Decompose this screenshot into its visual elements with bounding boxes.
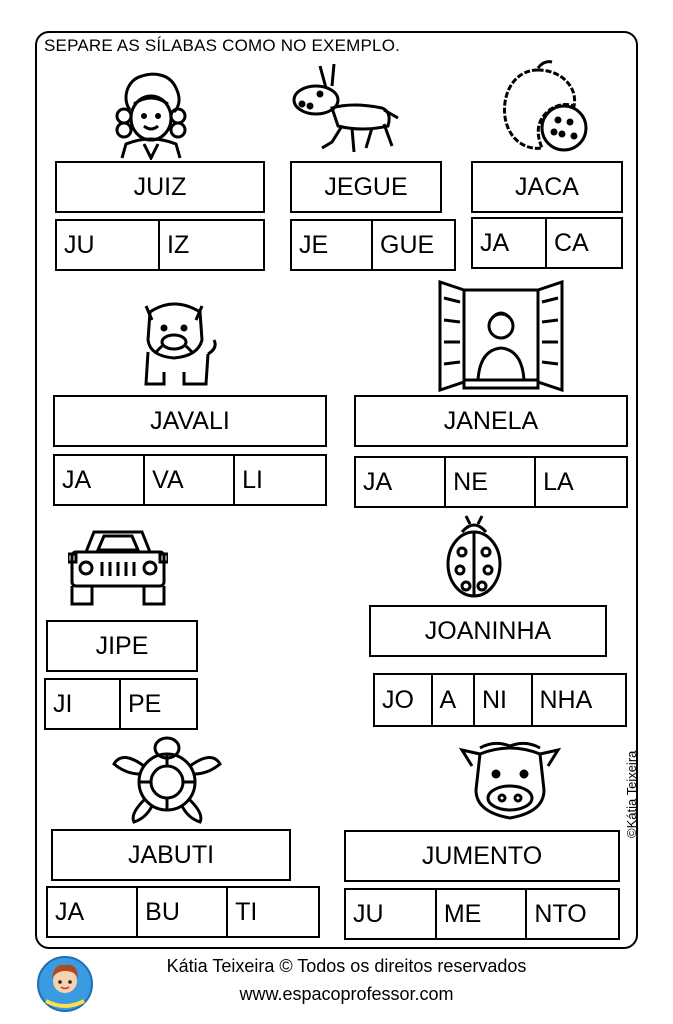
word-box-janela: JANELA bbox=[354, 395, 628, 447]
syllable-row-jipe bbox=[44, 678, 198, 730]
syllable-cell[interactable]: VA bbox=[145, 456, 235, 504]
footer-copyright: Kátia Teixeira © Todos os direitos reservados bbox=[166, 956, 527, 976]
word-box-juiz: JUIZ bbox=[55, 161, 265, 213]
tortoise-icon bbox=[110, 734, 224, 824]
syllable-cell[interactable]: NTO bbox=[534, 899, 587, 928]
syllable-row-javali bbox=[53, 454, 327, 506]
cow-icon bbox=[458, 740, 562, 826]
syllable-cell[interactable]: LI bbox=[242, 465, 263, 494]
syllable-cell[interactable]: NHA bbox=[539, 685, 593, 714]
syllable-row-jegue bbox=[290, 219, 456, 271]
syllable-cell[interactable]: ME bbox=[437, 890, 528, 938]
syllable-cell[interactable]: JO bbox=[375, 675, 433, 725]
syllable-row-joaninha bbox=[373, 673, 627, 727]
word-box-joaninha: JOANINHA bbox=[369, 605, 607, 657]
syllable-cell[interactable]: JA bbox=[356, 458, 446, 506]
syllable-cell[interactable]: JA bbox=[55, 456, 145, 504]
syllable-cell[interactable]: A bbox=[433, 675, 476, 725]
word-box-javali: JAVALI bbox=[53, 395, 327, 447]
syllable-cell[interactable]: IZ bbox=[167, 230, 190, 259]
syllable-row-jaca bbox=[471, 217, 623, 269]
word-box-jaca: JACA bbox=[471, 161, 623, 213]
ladybug-icon bbox=[444, 512, 504, 598]
syllable-row-jabuti bbox=[46, 886, 320, 938]
syllable-cell[interactable]: JA bbox=[48, 888, 138, 936]
word-box-jegue: JEGUE bbox=[290, 161, 442, 213]
donkey-icon bbox=[292, 62, 400, 156]
footer-website-link[interactable]: www.espacoprofessor.com bbox=[239, 984, 454, 1004]
syllable-cell[interactable]: NI bbox=[475, 675, 533, 725]
boar-icon bbox=[140, 296, 220, 388]
syllable-cell[interactable]: BU bbox=[138, 888, 228, 936]
syllable-cell[interactable]: JI bbox=[46, 680, 121, 728]
syllable-cell[interactable]: TI bbox=[235, 897, 258, 926]
syllable-cell[interactable]: NE bbox=[446, 458, 536, 506]
side-credit: ©Kátia Teixeira bbox=[624, 750, 639, 838]
instruction-text: SEPARE AS SÍLABAS COMO NO EXEMPLO. bbox=[44, 36, 401, 55]
jeep-icon bbox=[68, 528, 168, 608]
window-icon bbox=[436, 280, 566, 392]
syllable-cell[interactable]: JE bbox=[292, 221, 373, 269]
jackfruit-icon bbox=[498, 58, 592, 156]
syllable-row-juiz bbox=[55, 219, 265, 271]
word-box-jumento: JUMENTO bbox=[344, 830, 620, 882]
syllable-cell[interactable]: JU bbox=[346, 890, 437, 938]
syllable-row-janela bbox=[354, 456, 628, 508]
syllable-cell[interactable]: GUE bbox=[380, 230, 435, 259]
word-box-jipe: JIPE bbox=[46, 620, 198, 672]
syllable-cell[interactable]: JU bbox=[57, 221, 160, 269]
syllable-cell[interactable]: CA bbox=[554, 228, 589, 257]
judge-icon bbox=[112, 70, 190, 160]
syllable-row-jumento bbox=[344, 888, 620, 940]
syllable-cell[interactable]: LA bbox=[543, 467, 574, 496]
syllable-cell[interactable]: JA bbox=[473, 219, 547, 267]
syllable-cell[interactable]: PE bbox=[128, 689, 162, 718]
word-box-jabuti: JABUTI bbox=[51, 829, 291, 881]
